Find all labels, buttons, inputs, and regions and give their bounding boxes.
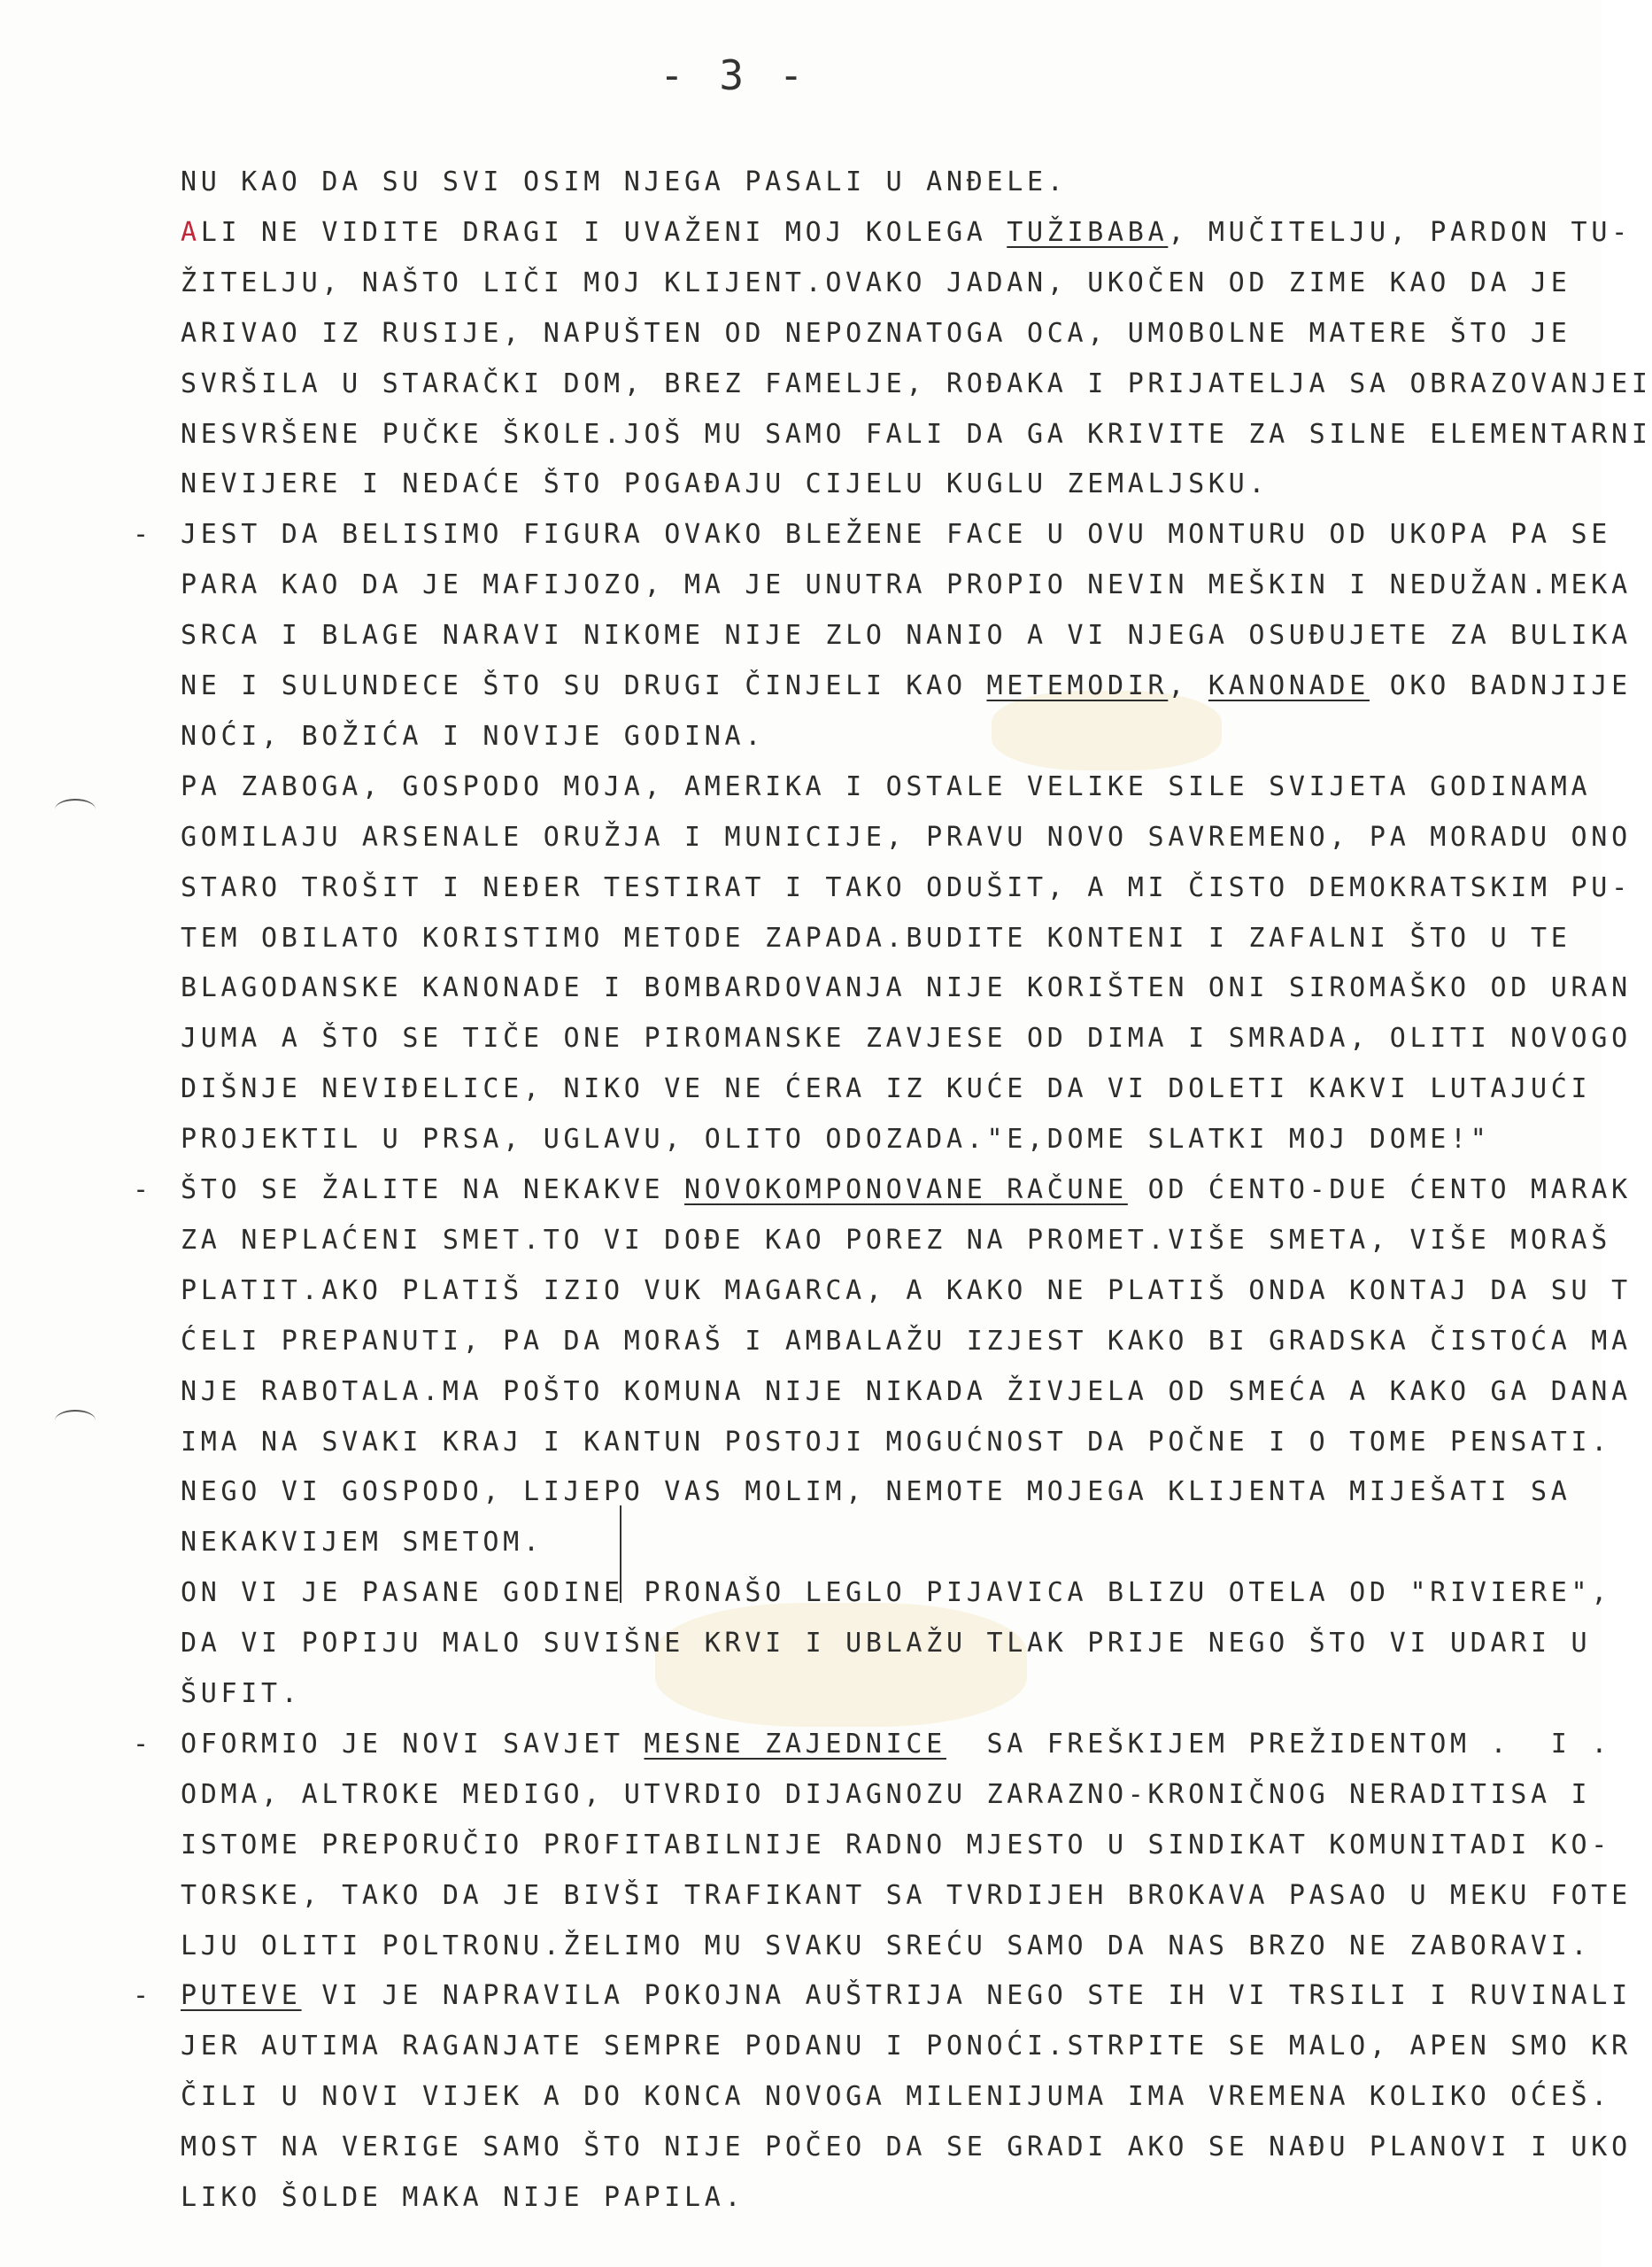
page-number: - 3 - [660, 51, 809, 99]
margin-mark [55, 1410, 96, 1431]
paragraph-dash: - [133, 1980, 150, 2011]
text-segment: PROJEKTIL U PRSA, UGLAVU, OLITO ODOZADA."E,DOME SLATKI MOJ DOME!" [181, 1124, 1491, 1155]
text-segment: OD ĆENTO-DUE ĆENTO MARAK [1127, 1174, 1632, 1205]
text-line [181, 1821, 1611, 1870]
text-line [181, 158, 1068, 207]
text-line [181, 712, 765, 762]
text-segment: ŠUFIT. [181, 1678, 302, 1709]
text-line [181, 813, 1632, 863]
text-line [181, 2072, 1611, 2122]
text-segment: , MUČITELJU, PARDON TU- [1168, 217, 1632, 248]
text-segment: ŽITELJU, NAŠTO LIČI MOJ KLIJENT.OVAKO JADAN, UKOČEN OD ZIME KAO DA JE [181, 267, 1571, 298]
red-initial: A [181, 217, 201, 248]
text-segment: GOMILAJU ARSENALE ORUŽJA I MUNICIJE, PRAVU NOVO SAVREMENO, PA MORADU ONO [181, 822, 1632, 853]
text-segment: TEM OBILATO KORISTIMO METODE ZAPADA.BUDITE KONTENI I ZAFALNI ŠTO U TE [181, 923, 1571, 954]
text-line [181, 762, 1591, 812]
text-segment: JUMA A ŠTO SE TIČE ONE PIROMANSKE ZAVJESE OD DIMA I SMRADA, OLITI NOVOGO [181, 1023, 1632, 1054]
text-line [181, 309, 1571, 359]
text-line [181, 1720, 1611, 1769]
text-segment: ARIVAO IZ RUSIJE, NAPUŠTEN OD NEPOZNATOGA OCA, UMOBOLNE MATERE ŠTO JE [181, 318, 1571, 349]
text-line [181, 1467, 1571, 1517]
text-segment: ODMA, ALTROKE MEDIGO, UTVRDIO DIJAGNOZU ZARAZNO-KRONIČNOG NERADITISA I [181, 1779, 1592, 1810]
text-segment: LIKO ŠOLDE MAKA NIJE PAPILA. [181, 2182, 745, 2213]
underlined-term: METEMODIR [986, 670, 1169, 701]
text-segment: NEKAKVIJEM SMETOM. [181, 1527, 544, 1558]
text-line [181, 1922, 1591, 1971]
text-line [181, 1418, 1611, 1467]
text-line [181, 611, 1632, 661]
paragraph-dash: - [133, 519, 150, 550]
text-line [181, 1367, 1632, 1417]
text-line [181, 1619, 1591, 1668]
text-line [181, 259, 1571, 308]
text-line [181, 914, 1571, 963]
text-segment: NEVIJERE I NEDAĆE ŠTO POGAĐAJU CIJELU KUGLU ZEMALJSKU. [181, 468, 1270, 499]
paragraph-dash: - [133, 1729, 150, 1760]
text-segment: ČILI U NOVI VIJEK A DO KONCA NOVOGA MILENIJUMA IMA VREMENA KOLIKO OĆEŠ. [181, 2081, 1612, 2112]
text-segment: NOĆI, BOŽIĆA I NOVIJE GODINA. [181, 721, 766, 752]
text-segment: ON VI JE PASANE GODINE PRONAŠO LEGLO PIJAVICA BLIZU OTELA OD "RIVIERE", [181, 1577, 1612, 1608]
text-line [181, 360, 1652, 409]
text-segment: JER AUTIMA RAGANJATE SEMPRE PODANU I PONOĆI.STRPITE SE MALO, APEN SMO KR [181, 2031, 1632, 2062]
text-line [181, 963, 1632, 1013]
text-segment: JEST DA BELISIMO FIGURA OVAKO BLEŽENE FACE U OVU MONTURU OD UKOPA PA SE [181, 519, 1612, 550]
text-segment: OKO BADNJIJE [1369, 670, 1632, 701]
text-line [181, 1871, 1632, 1921]
text-segment: VI JE NAPRAVILA POKOJNA AUŠTRIJA NEGO STE IH VI TRSILI I RUVINALI [301, 1980, 1632, 2011]
text-segment: ISTOME PREPORUČIO PROFITABILNIJE RADNO MJESTO U SINDIKAT KOMUNITADI KO- [181, 1830, 1612, 1861]
text-line [181, 1165, 1632, 1215]
text-line [181, 1064, 1591, 1114]
text-line [181, 410, 1652, 460]
text-segment: DA VI POPIJU MALO SUVIŠNE KRVI I UBLAŽU TLAK PRIJE NEGO ŠTO VI UDARI U [181, 1628, 1592, 1659]
text-segment: SVRŠILA U STARAČKI DOM, BREZ FAMELJE, ROĐAKA I PRIJATELJA SA OBRAZOVANJEI [181, 368, 1652, 399]
text-line [181, 1669, 302, 1719]
text-segment: SRCA I BLAGE NARAVI NIKOME NIJE ZLO NANIO A VI NJEGA OSUĐUJETE ZA BULIKA [181, 620, 1632, 651]
underlined-term: NOVOKOMPONOVANE RAČUNE [684, 1174, 1128, 1205]
text-line [181, 1971, 1632, 2021]
text-line [181, 1317, 1632, 1366]
text-line [181, 662, 1632, 711]
paragraph-dash: - [133, 1174, 150, 1205]
underlined-term: MESNE ZAJEDNICE [644, 1729, 946, 1760]
text-segment: PARA KAO DA JE MAFIJOZO, MA JE UNUTRA PROPIO NEVIN MEŠKIN I NEDUŽAN.MEKA [181, 569, 1632, 600]
text-segment: NU KAO DA SU SVI OSIM NJEGA PASALI U ANĐELE. [181, 166, 1068, 197]
text-segment: ĆELI PREPANUTI, PA DA MORAŠ I AMBALAŽU IZJEST KAKO BI GRADSKA ČISTOĆA MA [181, 1326, 1632, 1357]
text-segment: NEGO VI GOSPODO, LIJEPO VAS MOLIM, NEMOTE MOJEGA KLIJENTA MIJEŠATI SA [181, 1476, 1571, 1507]
text-segment: , [1168, 670, 1208, 701]
text-line [181, 2022, 1632, 2071]
text-line [181, 2123, 1632, 2172]
underlined-term: TUŽIBABA [1007, 217, 1169, 248]
text-segment: TORSKE, TAKO DA JE BIVŠI TRAFIKANT SA TVRDIJEH BROKAVA PASAO U MEKU FOTE [181, 1880, 1632, 1911]
text-segment: PA ZABOGA, GOSPODO MOJA, AMERIKA I OSTALE VELIKE SILE SVIJETA GODINAMA [181, 771, 1592, 802]
text-segment: NJE RABOTALA.MA POŠTO KOMUNA NIJE NIKADA ŽIVJELA OD SMEĆA A KAKO GA DANA [181, 1376, 1632, 1407]
text-segment: LI NE VIDITE DRAGI I UVAŽENI MOJ KOLEGA [200, 217, 1007, 248]
text-line [181, 863, 1632, 913]
text-line [181, 1266, 1632, 1316]
text-segment: BLAGODANSKE KANONADE I BOMBARDOVANJA NIJE KORIŠTEN ONI SIROMAŠKO OD URAN [181, 972, 1632, 1003]
text-segment: OFORMIO JE NOVI SAVJET [181, 1729, 645, 1760]
text-segment: LJU OLITI POLTRONU.ŽELIMO MU SVAKU SREĆU SAMO DA NAS BRZO NE ZABORAVI. [181, 1930, 1592, 1961]
text-line [181, 561, 1632, 610]
text-segment: MOST NA VERIGE SAMO ŠTO NIJE POČEO DA SE GRADI AKO SE NAĐU PLANOVI I UKO [181, 2132, 1632, 2163]
text-line [181, 460, 1269, 509]
text-line [181, 1770, 1591, 1820]
text-segment: PLATIT.AKO PLATIŠ IZIO VUK MAGARCA, A KAKO NE PLATIŠ ONDA KONTAJ DA SU T [181, 1275, 1632, 1306]
text-line [181, 208, 1632, 258]
text-line [181, 1216, 1611, 1265]
text-segment: ŠTO SE ŽALITE NA NEKAKVE [181, 1174, 685, 1205]
text-line [181, 1568, 1611, 1618]
underlined-term: KANONADE [1208, 670, 1370, 701]
text-segment: SA FREŠKIJEM PREŽIDENTOM . I . [946, 1729, 1612, 1760]
text-line [181, 510, 1611, 560]
text-segment: IMA NA SVAKI KRAJ I KANTUN POSTOJI MOGUĆNOST DA POČNE I O TOME PENSATI. [181, 1427, 1612, 1458]
text-segment: ZA NEPLAĆENI SMET.TO VI DOĐE KAO POREZ NA PROMET.VIŠE SMETA, VIŠE MORAŠ [181, 1225, 1612, 1256]
text-segment: NE I SULUNDECE ŠTO SU DRUGI ČINJELI KAO [181, 670, 987, 701]
margin-mark [55, 799, 96, 820]
text-segment: STARO TROŠIT I NEĐER TESTIRAT I TAKO ODUŠIT, A MI ČISTO DEMOKRATSKIM PU- [181, 872, 1632, 903]
text-line [181, 1014, 1632, 1064]
text-line [181, 1115, 1491, 1164]
underlined-term: PUTEVE [181, 1980, 302, 2011]
text-segment: DIŠNJE NEVIĐELICE, NIKO VE NE ĆERA IZ KUĆE DA VI DOLETI KAKVI LUTAJUĆI [181, 1073, 1592, 1104]
text-segment: NESVRŠENE PUČKE ŠKOLE.JOŠ MU SAMO FALI DA GA KRIVITE ZA SILNE ELEMENTARNI [181, 419, 1652, 450]
text-line [181, 1518, 544, 1567]
text-line [181, 2173, 745, 2223]
